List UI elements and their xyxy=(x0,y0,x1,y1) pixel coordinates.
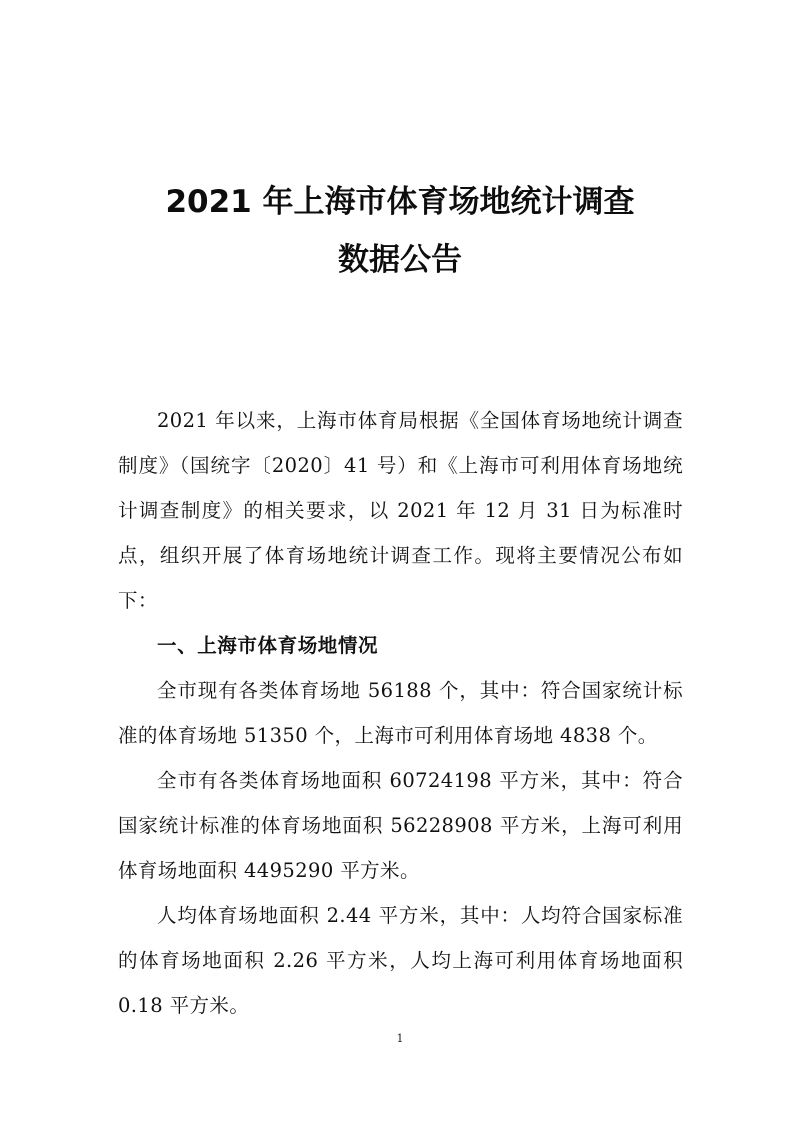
document-title-line2: 数据公告 xyxy=(338,242,462,278)
venue-area-paragraph: 全市有各类体育场地面积 60724198 平方米，其中：符合国家统计标准的体育场地面积 56228908 平方米，上海可利用体育场地面积 4495290 平方米。 xyxy=(118,769,683,882)
document-title-line1: 2021 年上海市体育场地统计调查 xyxy=(165,184,635,220)
per-capita-area-paragraph: 人均体育场地面积 2.44 平方米，其中：人均符合国家标准的体育场地面积 2.26 平方米，人均上海可利用体育场地面积 0.18 平方米。 xyxy=(118,904,683,1017)
intro-paragraph: 2021 年以来，上海市体育局根据《全国体育场地统计调查制度》（国统字〔2020〕41 号）和《上海市可利用体育场地统计调查制度》的相关要求，以 2021 年 12 月 31 日为标准时点，组织开展了体育场地统计调查工作。现将主要情况公布如下： xyxy=(118,409,683,612)
section-heading: 一、上海市体育场地情况 xyxy=(157,634,379,657)
page-number: 1 xyxy=(396,1032,404,1045)
document-body xyxy=(118,398,683,1028)
venue-count-paragraph: 全市现有各类体育场地 56188 个，其中：符合国家统计标准的体育场地 51350 个，上海市可利用体育场地 4838 个。 xyxy=(118,679,683,747)
